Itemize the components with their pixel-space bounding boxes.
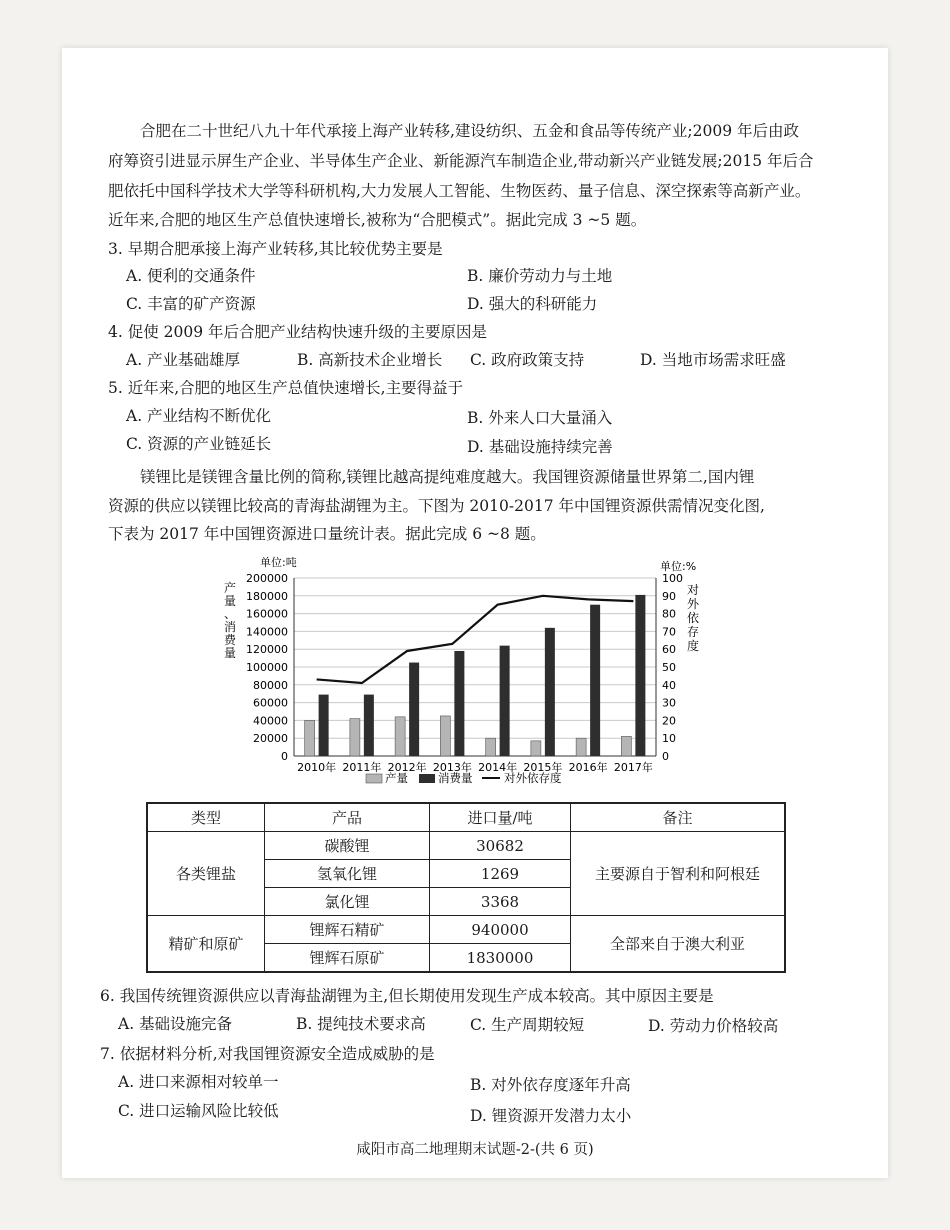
group1-product: 碳酸锂	[265, 832, 430, 860]
q3-option-c[interactable]: C. 丰富的矿产资源	[126, 295, 256, 313]
q4-option-d[interactable]: D. 当地市场需求旺盛	[640, 351, 786, 369]
q4-option-c[interactable]: C. 政府政策支持	[470, 351, 585, 369]
left-tick-label: 0	[281, 750, 288, 763]
q6-stem: 6. 我国传统锂资源供应以青海盐湖锂为主,但长期使用发现生产成本较高。其中原因主要是	[100, 987, 714, 1005]
lithium-import-table	[146, 802, 786, 973]
group2-amount: 1830000	[430, 944, 571, 973]
production-bar	[350, 719, 360, 756]
right-tick-label: 100	[662, 572, 683, 585]
chart-legend	[366, 771, 562, 785]
right-axis-title-char: 依	[686, 611, 700, 625]
x-tick-label: 2016年	[568, 761, 608, 774]
right-tick-label: 30	[662, 696, 676, 710]
header-type: 类型	[147, 803, 265, 832]
legend-consumption-swatch	[419, 774, 435, 783]
consumption-bar	[319, 695, 329, 756]
header-product: 产品	[265, 803, 430, 832]
production-bar	[531, 741, 541, 756]
consumption-bar	[364, 695, 374, 756]
passage2-line1: 镁锂比是镁锂含量比例的简称,镁锂比越高提纯难度越大。我国锂资源储量世界第二,国内锂	[140, 468, 755, 486]
production-bar	[305, 720, 315, 756]
x-tick-label: 2010年	[297, 761, 337, 774]
x-tick-label: 2013年	[432, 761, 472, 774]
left-tick-label: 180000	[246, 589, 288, 603]
consumption-bar	[454, 651, 464, 756]
q5-option-c[interactable]: C. 资源的产业链延长	[126, 435, 272, 453]
group1-product: 氯化锂	[265, 888, 430, 916]
right-tick-label: 90	[662, 589, 676, 603]
left-tick-label: 20000	[253, 732, 288, 746]
q5-stem: 5. 近年来,合肥的地区生产总值快速增长,主要得益于	[108, 379, 464, 397]
left-tick-label: 140000	[246, 625, 288, 639]
left-tick-label: 40000	[253, 714, 288, 728]
group1-type: 各类锂盐	[147, 832, 265, 916]
dependency-line	[317, 596, 634, 683]
legend-production-label: 产量	[385, 771, 408, 785]
consumption-bar	[500, 646, 510, 756]
left-tick-label: 160000	[246, 607, 288, 621]
group2-product: 锂辉石原矿	[265, 944, 430, 973]
x-tick-label: 2017年	[613, 761, 653, 774]
chart-svg	[216, 550, 716, 796]
left-tick-label: 80000	[253, 678, 288, 692]
page-footer: 咸阳市高二地理期末试题-2-(共 6 页)	[356, 1142, 594, 1158]
passage1-line3: 肥依托中国科学技术大学等科研机构,大力发展人工智能、生物医药、量子信息、深空探索等高新产业。	[108, 182, 811, 200]
q5-option-a[interactable]: A. 产业结构不断优化	[126, 407, 272, 425]
q5-option-b[interactable]: B. 外来人口大量涌入	[467, 409, 613, 427]
left-axis-title-char: 量	[223, 646, 237, 660]
right-axis-title-char: 存	[686, 625, 700, 639]
lithium-supply-demand-chart	[216, 550, 716, 796]
group1-amount: 3368	[430, 888, 571, 916]
passage1-line1: 合肥在二十世纪八九十年代承接上海产业转移,建设纺织、五金和食品等传统产业;2009 年后由政	[140, 122, 800, 140]
right-tick-label: 70	[662, 625, 676, 639]
left-axis-title-char: 、	[223, 607, 237, 621]
right-tick-label: 80	[662, 607, 676, 621]
production-bar	[576, 738, 586, 756]
left-axis-title-char: 产	[223, 581, 237, 595]
group1-amount: 1269	[430, 860, 571, 888]
right-axis-title-char: 外	[686, 597, 700, 611]
group1-product: 氢氧化锂	[265, 860, 430, 888]
right-tick-label: 50	[662, 661, 676, 674]
q6-option-b[interactable]: B. 提纯技术要求高	[296, 1015, 426, 1033]
production-bar	[440, 716, 450, 756]
q4-option-b[interactable]: B. 高新技术企业增长	[297, 351, 443, 369]
q7-option-d[interactable]: D. 锂资源开发潜力太小	[470, 1107, 632, 1125]
passage1-line4: 近年来,合肥的地区生产总值快速增长,被称为“合肥模式”。据此完成 3 ~5 题。	[108, 211, 647, 229]
q6-option-d[interactable]: D. 劳动力价格较高	[648, 1017, 779, 1035]
table-row	[147, 832, 785, 860]
q3-option-a[interactable]: A. 便利的交通条件	[126, 267, 256, 285]
q7-stem: 7. 依据材料分析,对我国锂资源安全造成威胁的是	[100, 1045, 435, 1063]
right-axis-title-char: 对	[686, 583, 700, 597]
header-note: 备注	[571, 803, 786, 832]
group2-amount: 940000	[430, 916, 571, 944]
q6-option-a[interactable]: A. 基础设施完备	[118, 1015, 233, 1033]
table-header-row	[147, 803, 785, 832]
left-axis-title	[224, 580, 237, 660]
x-tick-label: 2012年	[387, 761, 427, 774]
legend-consumption-label: 消费量	[438, 771, 473, 785]
right-unit-label: 单位:%	[660, 560, 697, 573]
left-axis-title-char: 消	[223, 620, 237, 634]
consumption-bar	[590, 605, 600, 756]
right-tick-label: 60	[662, 643, 676, 657]
x-tick-label: 2014年	[478, 761, 518, 774]
passage1-line2: 府筹资引进显示屏生产企业、半导体生产企业、新能源汽车制造企业,带动新兴产业链发展;2015 年后合	[108, 152, 814, 170]
group2-note: 全部来自于澳大利亚	[571, 916, 786, 973]
group1-amount: 30682	[430, 832, 571, 860]
right-tick-label: 20	[662, 714, 676, 728]
q7-option-b[interactable]: B. 对外依存度逐年升高	[470, 1076, 631, 1094]
header-import: 进口量/吨	[430, 803, 571, 832]
left-tick-label: 120000	[246, 643, 288, 657]
legend-production-swatch	[366, 774, 382, 783]
left-unit-label: 单位:吨	[260, 556, 297, 569]
chart-grid	[294, 578, 656, 756]
group1-note: 主要源自于智利和阿根廷	[571, 832, 786, 916]
passage2-line2: 资源的供应以镁锂比较高的青海盐湖锂为主。下图为 2010-2017 年中国锂资源供需情况变化图,	[108, 497, 765, 515]
production-bar	[621, 736, 631, 756]
consumption-bar	[409, 663, 419, 756]
right-axis-title	[687, 582, 700, 653]
left-tick-label: 60000	[253, 696, 288, 710]
production-bar	[486, 738, 496, 756]
right-axis-title-char: 度	[686, 639, 700, 653]
right-tick-label: 40	[662, 678, 676, 692]
passage2-line3: 下表为 2017 年中国锂资源进口量统计表。据此完成 6 ~8 题。	[108, 525, 546, 543]
table-row	[147, 916, 785, 944]
right-tick-label: 10	[662, 732, 676, 746]
q7-option-c[interactable]: C. 进口运输风险比较低	[118, 1102, 279, 1120]
group2-product: 锂辉石精矿	[265, 916, 430, 944]
left-tick-label: 200000	[246, 572, 288, 585]
left-tick-label: 100000	[246, 661, 288, 674]
group2-type: 精矿和原矿	[147, 916, 265, 973]
x-tick-label: 2015年	[523, 761, 563, 774]
q7-option-a[interactable]: A. 进口来源相对较单一	[118, 1073, 279, 1091]
production-bar	[395, 717, 405, 756]
q4-stem: 4. 促使 2009 年后合肥产业结构快速升级的主要原因是	[108, 323, 488, 341]
chart-bars	[305, 595, 646, 756]
left-axis-title-char: 量	[223, 594, 237, 608]
q4-option-a[interactable]: A. 产业基础雄厚	[126, 351, 241, 369]
right-tick-label: 0	[662, 750, 669, 763]
consumption-bar	[545, 628, 555, 756]
left-axis-title-char: 费	[223, 633, 237, 647]
x-tick-label: 2011年	[342, 761, 382, 774]
q6-option-c[interactable]: C. 生产周期较短	[470, 1016, 585, 1034]
q3-option-d[interactable]: D. 强大的科研能力	[467, 295, 598, 313]
chart-line	[317, 596, 634, 683]
q3-stem: 3. 早期合肥承接上海产业转移,其比较优势主要是	[108, 240, 443, 258]
legend-dependency-label: 对外依存度	[504, 771, 562, 785]
consumption-bar	[635, 595, 645, 756]
q3-option-b[interactable]: B. 廉价劳动力与土地	[467, 267, 613, 285]
q5-option-d[interactable]: D. 基础设施持续完善	[467, 438, 613, 456]
